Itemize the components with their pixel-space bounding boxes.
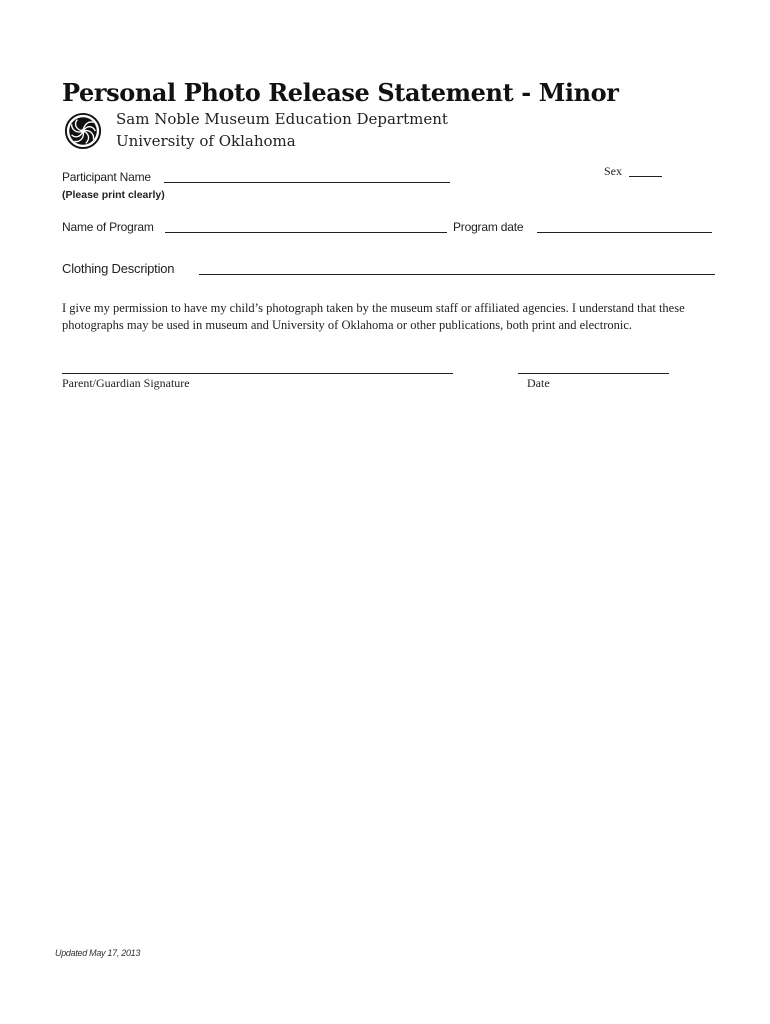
participant-name-field[interactable] [164,182,450,183]
spiral-logo-icon [64,112,102,150]
program-name-field[interactable] [165,232,447,233]
date-label: Date [527,376,550,390]
print-clearly-note: (Please print clearly) [62,189,165,201]
participant-name-label: Participant Name [62,170,151,184]
permission-statement: I give my permission to have my child’s photograph taken by the museum staff or affiliated agencies. I understand that these photographs may be used in museum and University of Oklahoma or other publications, both print and electronic. [62,301,685,332]
date-signature-line[interactable] [518,373,669,374]
guardian-signature-line[interactable] [62,373,453,374]
page-title: Personal Photo Release Statement - Minor [62,78,619,107]
sex-field[interactable] [629,176,662,177]
sex-label: Sex [604,164,622,178]
guardian-signature-label: Parent/Guardian Signature [62,376,190,390]
clothing-description-field[interactable] [199,274,715,275]
university-name: University of Oklahoma [116,132,296,150]
program-name-label: Name of Program [62,220,154,234]
program-date-field[interactable] [537,232,712,233]
program-date-label: Program date [453,220,524,234]
clothing-description-label: Clothing Description [62,261,175,276]
organization-name: Sam Noble Museum Education Department [116,110,448,128]
updated-date-footer: Updated May 17, 2013 [55,948,141,958]
